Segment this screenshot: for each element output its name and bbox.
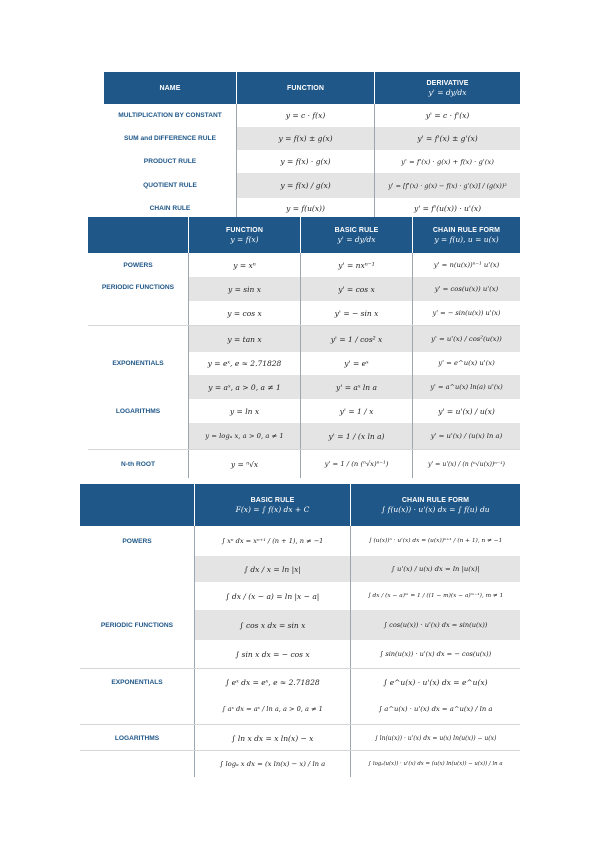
table-row (88, 325, 520, 352)
function-formula: y = c · f(x) (236, 104, 374, 127)
table-row (104, 173, 520, 198)
row-label: PERIODIC FUNCTIONS (100, 621, 174, 629)
function-formula: y = cos x (188, 301, 300, 325)
header-chain-label: CHAIN RULE FORM (401, 496, 470, 504)
chain-rule-formula: y' = u'(x) / (n (ⁿ√u(x))ⁿ⁻¹) (412, 450, 520, 478)
row-label (88, 326, 188, 352)
derivative-formula: y' = [f'(x) · g(x) − f(x) · g'(x)] / (g(x))² (374, 173, 520, 198)
table3-header (80, 484, 520, 526)
header-function-label: FUNCTION (287, 84, 324, 92)
function-formula: y = xⁿ (188, 253, 300, 277)
table1-header-function (236, 72, 374, 104)
basic-rule-formula: ∫ logₐ x dx = (x ln(x) − x) / ln a (194, 751, 350, 777)
function-formula: y = sin x (188, 277, 300, 301)
table2-header (88, 217, 520, 253)
table-row (80, 668, 520, 695)
basic-rule-formula: y' = 1 / cos² x (300, 326, 412, 352)
row-label: POWERS (122, 537, 152, 545)
table-row (80, 582, 520, 610)
table2-header-chain (412, 217, 520, 253)
table-row (104, 198, 520, 218)
table-row (80, 610, 520, 640)
chain-rule-formula: ∫ logₐ(u(x)) · u'(x) dx = (u(x) ln(u(x)) − u(x)) / ln a (350, 751, 520, 777)
table3-header-basic (194, 484, 350, 526)
row-label (80, 694, 194, 724)
row-label: PRODUCT RULE (143, 158, 197, 165)
function-formula: y = eˣ, e ≈ 2.71828 (188, 351, 300, 375)
derivative-formula: y' = c · f'(x) (374, 104, 520, 127)
function-formula: y = f(x) ± g(x) (236, 127, 374, 150)
row-label: SUM and DIFFERENCE RULE (124, 135, 216, 142)
basic-rule-formula: ∫ aˣ dx = aˣ / ln a, a > 0, a ≠ 1 (194, 694, 350, 724)
function-formula: y = f(u(x)) (236, 198, 374, 218)
table1-header (104, 72, 520, 104)
derivative-rules-table (104, 72, 520, 218)
chain-rule-formula: y' = n(u(x))ⁿ⁻¹ u'(x) (412, 253, 520, 277)
chain-rule-formula: ∫ u'(x) / u(x) dx = ln |u(x)| (350, 556, 520, 582)
row-label (80, 640, 194, 668)
row-label: QUOTIENT RULE (143, 182, 197, 189)
chain-rule-formula: y' = u'(x) / (u(x) ln a) (412, 423, 520, 449)
basic-rule-formula: y' = cos x (300, 277, 412, 301)
basic-rule-formula: y' = nxⁿ⁻¹ (300, 253, 412, 277)
function-formula: y = f(x) / g(x) (236, 173, 374, 198)
table2-header-basic (300, 217, 412, 253)
row-label: EXPONENTIALS (112, 359, 164, 367)
basic-rule-formula: y' = eˣ (300, 351, 412, 375)
table-row (80, 556, 520, 582)
table-row (88, 399, 520, 423)
header-derivative-label: DERIVATIVE (426, 79, 469, 87)
table-row (80, 724, 520, 751)
table1-header-name (104, 72, 236, 104)
header-derivative-sub: y' = dy/dx (428, 87, 467, 97)
chain-rule-formula: ∫ a^u(x) · u'(x) dx = a^u(x) / ln a (350, 694, 520, 724)
header-function-sub: y = f(x) (230, 234, 259, 244)
table-row (104, 127, 520, 150)
table-row (104, 150, 520, 173)
table3-header-blank (80, 484, 194, 526)
header-chain-sub: ∫ f(u(x)) · u'(x) dx = ∫ f(u) du (381, 504, 490, 514)
chain-rule-formula: y' = e^u(x) u'(x) (412, 351, 520, 375)
row-label (80, 751, 194, 777)
row-label: MULTIPLICATION BY CONSTANT (118, 112, 222, 119)
table-row (80, 694, 520, 724)
table-row (80, 640, 520, 668)
row-label (88, 423, 188, 449)
header-basic-sub: y' = dy/dx (337, 234, 376, 244)
table1-header-derivative (374, 72, 520, 104)
basic-rule-formula: ∫ xⁿ dx = xⁿ⁺¹ / (n + 1), n ≠ −1 (194, 526, 350, 556)
function-formula: y = logₐ x, a > 0, a ≠ 1 (188, 423, 300, 449)
chain-rule-formula: ∫ sin(u(x)) · u'(x) dx = − cos(u(x)) (350, 640, 520, 668)
chain-rule-formula: ∫ ln(u(x)) · u'(x) dx = u(x) ln(u(x)) − u(x) (350, 725, 520, 751)
basic-rule-formula: ∫ eˣ dx = eˣ, e ≈ 2.71828 (194, 669, 350, 695)
chain-rule-formula: ∫ cos(u(x)) · u'(x) dx = sin(u(x)) (350, 610, 520, 640)
table-row (88, 449, 520, 478)
basic-rule-formula: y' = 1 / (x ln a) (300, 423, 412, 449)
header-chain-sub: y = f(u), u = u(x) (434, 234, 499, 244)
chain-rule-formula: ∫ (u(x))ⁿ · u'(x) dx = (u(x))ⁿ⁺¹ / (n + 1), n ≠ −1 (350, 526, 520, 556)
header-basic-label: BASIC RULE (250, 496, 295, 504)
function-formula: y = aˣ, a > 0, a ≠ 1 (188, 375, 300, 399)
table-row (88, 375, 520, 399)
row-label (80, 556, 194, 582)
basic-rule-formula: ∫ ln x dx = x ln(x) − x (194, 725, 350, 751)
integral-rules-table (80, 484, 520, 776)
basic-rule-formula: ∫ sin x dx = − cos x (194, 640, 350, 668)
derivative-formula: y' = f'(x) ± g'(x) (374, 127, 520, 150)
row-label (88, 301, 188, 325)
table-row (88, 423, 520, 449)
row-label: LOGARITHMS (115, 407, 161, 415)
header-basic-sub: F(x) = ∫ f(x) dx + C (235, 504, 310, 514)
row-label: N-th ROOT (120, 460, 156, 468)
function-formula: y = ⁿ√x (188, 450, 300, 478)
table3-header-chain (350, 484, 520, 526)
table-row (80, 750, 520, 777)
header-function-label: FUNCTION (226, 226, 263, 234)
row-label (80, 582, 194, 610)
table2-header-blank (88, 217, 188, 253)
derivative-formula: y' = f'(u(x)) · u'(x) (374, 198, 520, 218)
table-row (88, 277, 520, 301)
function-formula: y = tan x (188, 326, 300, 352)
function-formula: y = f(x) · g(x) (236, 150, 374, 173)
chain-rule-formula: y' = a^u(x) ln(a) u'(x) (412, 375, 520, 399)
row-label: POWERS (123, 261, 153, 269)
chain-rule-formula: ∫ e^u(x) · u'(x) dx = e^u(x) (350, 669, 520, 695)
chain-rule-formula: y' = − sin(u(x)) u'(x) (412, 301, 520, 325)
row-label: EXPONENTIALS (111, 678, 163, 686)
basic-rule-formula: ∫ dx / (x − a) = ln |x − a| (194, 582, 350, 610)
row-label (88, 375, 188, 399)
chain-rule-formula: ∫ dx / (x − a)ᵐ = 1 / ((1 − m)(x − a)ᵐ⁻¹), m ≠ 1 (350, 582, 520, 610)
row-label: PERIODIC FUNCTIONS (101, 284, 175, 291)
basic-rule-formula: ∫ cos x dx = sin x (194, 610, 350, 640)
basic-rule-formula: y' = aˣ ln a (300, 375, 412, 399)
table-row (104, 104, 520, 127)
chain-rule-formula: y' = u'(x) / cos²(u(x)) (412, 326, 520, 352)
derivative-formula: y' = f'(x) · g(x) + f(x) · g'(x) (374, 150, 520, 173)
table-row (88, 351, 520, 375)
table-row (88, 253, 520, 277)
chain-rule-formula: y' = cos(u(x)) u'(x) (412, 277, 520, 301)
basic-rule-formula: y' = 1 / (n (ⁿ√x)ⁿ⁻¹) (300, 450, 412, 478)
function-formula: y = ln x (188, 399, 300, 423)
row-label: LOGARITHMS (114, 734, 160, 742)
chain-rule-formula: y' = u'(x) / u(x) (412, 399, 520, 423)
row-label: CHAIN RULE (149, 204, 191, 212)
table-row (80, 526, 520, 556)
header-name-label: NAME (159, 84, 181, 92)
table-row (88, 301, 520, 325)
header-chain-label: CHAIN RULE FORM (432, 226, 501, 234)
basic-rule-formula: y' = 1 / x (300, 399, 412, 423)
basic-rule-formula: ∫ dx / x = ln |x| (194, 556, 350, 582)
basic-rule-formula: y' = − sin x (300, 301, 412, 325)
table2-header-function (188, 217, 300, 253)
header-basic-label: BASIC RULE (334, 226, 379, 234)
elementary-derivatives-table (88, 217, 520, 477)
